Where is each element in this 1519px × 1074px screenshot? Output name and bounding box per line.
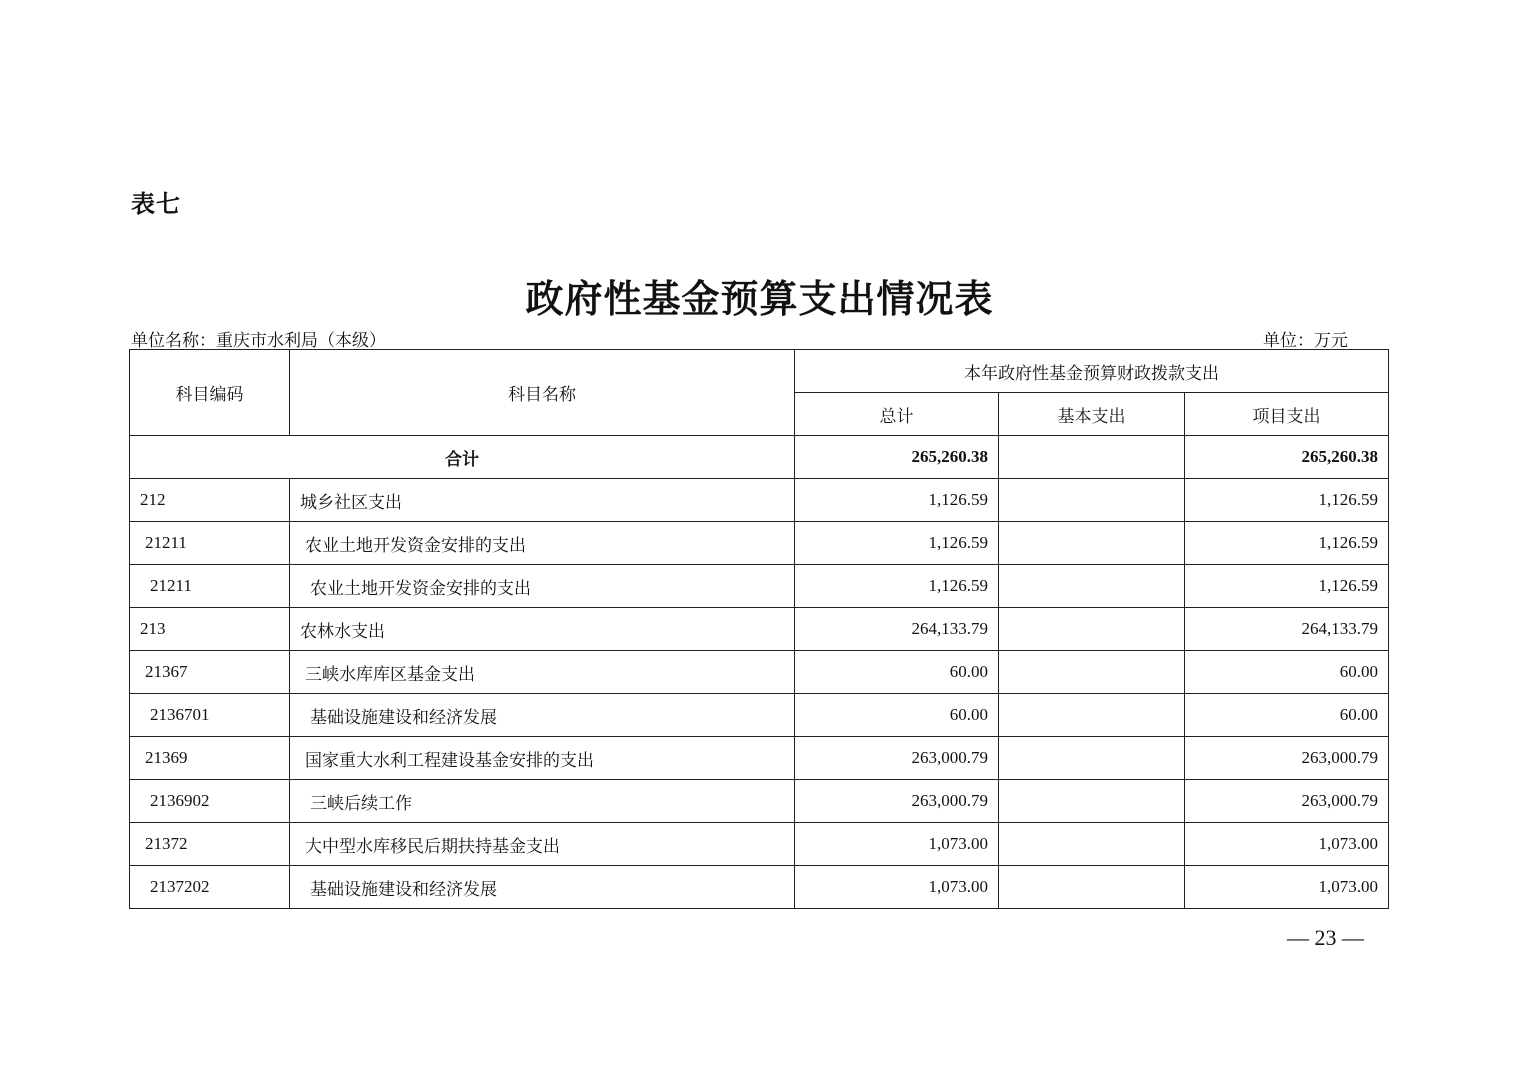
row-project: 1,126.59 <box>1185 479 1389 522</box>
row-code: 21372 <box>130 823 290 866</box>
unit-name: 单位名称：重庆市水利局（本级） <box>131 331 386 351</box>
row-total: 1,073.00 <box>795 823 999 866</box>
page-number: — 23 — <box>1287 925 1364 950</box>
row-name: 国家重大水利工程建设基金安排的支出 <box>290 737 795 780</box>
row-code: 21367 <box>130 651 290 694</box>
row-total: 60.00 <box>795 651 999 694</box>
table-row <box>130 565 1389 608</box>
table-row <box>130 780 1389 823</box>
row-project: 264,133.79 <box>1185 608 1389 651</box>
total-total: 265,260.38 <box>795 436 999 479</box>
table-row <box>130 823 1389 866</box>
table-row <box>130 522 1389 565</box>
total-project: 265,260.38 <box>1185 436 1389 479</box>
total-row <box>130 436 1389 479</box>
row-basic <box>999 522 1185 565</box>
row-project: 1,073.00 <box>1185 823 1389 866</box>
row-name: 农林水支出 <box>290 608 795 651</box>
header-code: 科目编码 <box>130 350 290 436</box>
row-total: 1,126.59 <box>795 565 999 608</box>
header-name: 科目名称 <box>290 350 795 436</box>
row-basic <box>999 780 1185 823</box>
row-name: 三峡水库库区基金支出 <box>290 651 795 694</box>
header-total: 总计 <box>795 393 999 436</box>
row-code: 2137202 <box>130 866 290 909</box>
row-project: 60.00 <box>1185 651 1389 694</box>
row-code: 212 <box>130 479 290 522</box>
row-name: 基础设施建设和经济发展 <box>290 694 795 737</box>
row-basic <box>999 608 1185 651</box>
row-basic <box>999 694 1185 737</box>
budget-table <box>129 349 1389 909</box>
row-basic <box>999 737 1185 780</box>
row-name: 大中型水库移民后期扶持基金支出 <box>290 823 795 866</box>
total-basic <box>999 436 1185 479</box>
row-total: 263,000.79 <box>795 780 999 823</box>
row-name: 基础设施建设和经济发展 <box>290 866 795 909</box>
row-total: 1,126.59 <box>795 479 999 522</box>
row-project: 263,000.79 <box>1185 737 1389 780</box>
table-row <box>130 479 1389 522</box>
table-row <box>130 694 1389 737</box>
row-basic <box>999 651 1185 694</box>
row-name: 城乡社区支出 <box>290 479 795 522</box>
table-label: 表七 <box>131 190 181 218</box>
row-project: 1,126.59 <box>1185 565 1389 608</box>
row-code: 213 <box>130 608 290 651</box>
row-code: 21211 <box>130 565 290 608</box>
row-project: 1,073.00 <box>1185 866 1389 909</box>
row-code: 21211 <box>130 522 290 565</box>
row-code: 2136701 <box>130 694 290 737</box>
row-code: 2136902 <box>130 780 290 823</box>
row-project: 1,126.59 <box>1185 522 1389 565</box>
row-total: 1,126.59 <box>795 522 999 565</box>
row-total: 264,133.79 <box>795 608 999 651</box>
page-title: 政府性基金预算支出情况表 <box>525 276 994 321</box>
row-code: 21369 <box>130 737 290 780</box>
row-project: 60.00 <box>1185 694 1389 737</box>
row-total: 60.00 <box>795 694 999 737</box>
row-name: 农业土地开发资金安排的支出 <box>290 522 795 565</box>
row-basic <box>999 565 1185 608</box>
header-group: 本年政府性基金预算财政拨款支出 <box>795 350 1389 393</box>
row-name: 三峡后续工作 <box>290 780 795 823</box>
row-total: 263,000.79 <box>795 737 999 780</box>
header-project: 项目支出 <box>1185 393 1389 436</box>
row-basic <box>999 479 1185 522</box>
table-row <box>130 651 1389 694</box>
table-row <box>130 737 1389 780</box>
row-basic <box>999 866 1185 909</box>
row-total: 1,073.00 <box>795 866 999 909</box>
row-project: 263,000.79 <box>1185 780 1389 823</box>
row-name: 农业土地开发资金安排的支出 <box>290 565 795 608</box>
unit-label: 单位：万元 <box>1263 331 1348 351</box>
total-label: 合计 <box>130 436 795 479</box>
table-row <box>130 608 1389 651</box>
header-basic: 基本支出 <box>999 393 1185 436</box>
row-basic <box>999 823 1185 866</box>
table-row <box>130 866 1389 909</box>
